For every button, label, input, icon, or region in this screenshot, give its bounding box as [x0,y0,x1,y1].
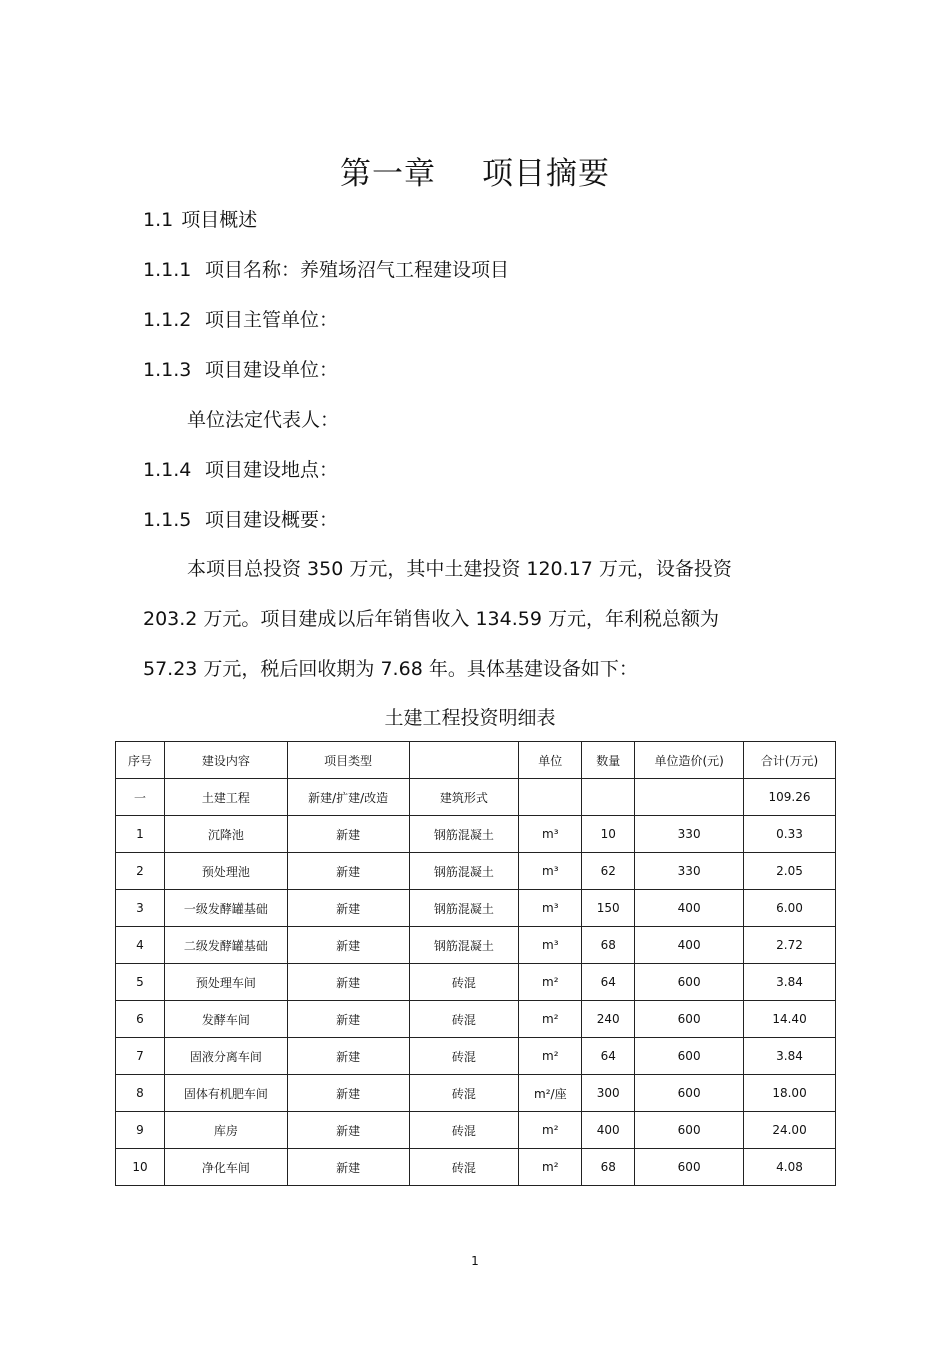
section-number: 1.1.2 [143,309,192,331]
section-text: 项目名称：养殖场沼气工程建设项目 [205,259,510,281]
table-cell: 2 [116,853,165,890]
section-1-1-4 [143,455,338,482]
header-cell: 项目类型 [287,742,409,779]
table-cell: 砖混 [409,964,519,1001]
table-cell: m²/座 [519,1075,582,1112]
header-cell: 建设内容 [164,742,287,779]
chapter-label: 第一章 [340,156,436,192]
section-1-1-3 [143,355,338,382]
table-row [116,890,836,927]
table-cell: 300 [582,1075,635,1112]
table-cell: m² [519,1112,582,1149]
table-row [116,1112,836,1149]
table-cell: 7 [116,1038,165,1075]
header-cell: 数量 [582,742,635,779]
table-cell: 4.08 [744,1149,836,1186]
table-cell: 钢筋混凝土 [409,853,519,890]
table-cell: 64 [582,964,635,1001]
table-cell: m² [519,1038,582,1075]
table-cell: 新建 [287,927,409,964]
header-cell: 合计(万元) [744,742,836,779]
summary-line-3: 57.23 万元，税后回收期为 7.68 年。具体基建设备如下： [143,658,638,680]
table-cell: 钢筋混凝土 [409,890,519,927]
table-row [116,1149,836,1186]
section-number: 1.1.4 [143,459,192,481]
table-row [116,816,836,853]
table-cell: 砖混 [409,1001,519,1038]
table-cell: 24.00 [744,1112,836,1149]
table-cell: 固体有机肥车间 [164,1075,287,1112]
table-cell: 一级发酵罐基础 [164,890,287,927]
table-cell: 二级发酵罐基础 [164,927,287,964]
chapter-title [0,148,950,193]
table-cell: 150 [582,890,635,927]
table-cell: 4 [116,927,165,964]
table-cell: 2.05 [744,853,836,890]
table-cell: 330 [635,853,744,890]
header-cell: 单位造价(元) [635,742,744,779]
section-1-1-2 [143,305,338,332]
section-text: 项目建设概要： [205,509,339,531]
table-cell: 净化车间 [164,1149,287,1186]
table-cell: 10 [116,1149,165,1186]
table-cell: 预处理池 [164,853,287,890]
table-cell: 砖混 [409,1149,519,1186]
table-cell: 0.33 [744,816,836,853]
table-title: 土建工程投资明细表 [384,707,556,729]
table-cell: 钢筋混凝土 [409,927,519,964]
table-header-row [116,742,836,779]
table-cell: 400 [635,927,744,964]
header-cell: 序号 [116,742,165,779]
section-number: 1.1.1 [143,259,192,281]
table-cell [519,779,582,816]
table-cell: 砖混 [409,1038,519,1075]
table-cell: 600 [635,1038,744,1075]
section-number: 1.1.5 [143,509,192,531]
table-cell: m² [519,1001,582,1038]
table-cell: 62 [582,853,635,890]
table-row [116,964,836,1001]
table-cell: 14.40 [744,1001,836,1038]
table-cell: 新建 [287,964,409,1001]
summary-line-1: 本项目总投资 350 万元，其中土建投资 120.17 万元，设备投资 [187,558,732,580]
table-cell: 一 [116,779,165,816]
table-cell: 新建 [287,1075,409,1112]
table-cell: 2.72 [744,927,836,964]
table-cell: 109.26 [744,779,836,816]
chapter-heading: 项目摘要 [482,156,610,192]
table-row [116,1038,836,1075]
table-cell: 64 [582,1038,635,1075]
table-cell: 新建 [287,890,409,927]
legal-representative-line [187,405,339,432]
table-cell: 600 [635,964,744,1001]
table-cell: 砖混 [409,1112,519,1149]
header-cell: 单位 [519,742,582,779]
section-1-1-5 [143,505,338,532]
table-cell: 新建 [287,1001,409,1038]
table-cell: 240 [582,1001,635,1038]
summary-line-2: 203.2 万元。项目建成以后年销售收入 134.59 万元，年利税总额为 [143,608,719,630]
table-cell: 土建工程 [164,779,287,816]
section-number: 1.1.3 [143,359,192,381]
table-cell: 6.00 [744,890,836,927]
table-cell: 600 [635,1001,744,1038]
table-cell: 3.84 [744,964,836,1001]
table-cell: 400 [635,890,744,927]
page-number: 1 [471,1254,479,1268]
table-cell: 1 [116,816,165,853]
table-cell: m³ [519,890,582,927]
table-cell: 5 [116,964,165,1001]
section-1-1 [143,205,257,232]
table-row [116,927,836,964]
table-cell: 3.84 [744,1038,836,1075]
table-cell: 68 [582,927,635,964]
table-cell: 新建 [287,816,409,853]
investment-table [115,741,836,1186]
table-cell: 钢筋混凝土 [409,816,519,853]
table-cell: 400 [582,1112,635,1149]
section-number: 1.1 [143,209,174,231]
section-text: 单位法定代表人： [187,409,340,431]
table-cell: m³ [519,853,582,890]
table-cell: 新建/扩建/改造 [287,779,409,816]
table-cell: 新建 [287,1149,409,1186]
section-text: 项目概述 [181,209,258,231]
header-cell [409,742,519,779]
section-text: 项目建设地点： [205,459,339,481]
table-cell: 发酵车间 [164,1001,287,1038]
table-cell: m² [519,1149,582,1186]
table-row [116,1001,836,1038]
section-1-1-1 [143,255,509,282]
table-cell: m² [519,964,582,1001]
table-cell [582,779,635,816]
table-cell: 18.00 [744,1075,836,1112]
section-text: 项目建设单位： [205,359,339,381]
table-cell: 600 [635,1149,744,1186]
table-row [116,1075,836,1112]
table-cell: m³ [519,816,582,853]
table-cell: 新建 [287,1038,409,1075]
table-cell: 6 [116,1001,165,1038]
table-cell: 预处理车间 [164,964,287,1001]
table-cell: 沉降池 [164,816,287,853]
table-cell: 8 [116,1075,165,1112]
table-cell: 新建 [287,853,409,890]
table-row [116,779,836,816]
table-cell: 600 [635,1075,744,1112]
table-cell: 库房 [164,1112,287,1149]
table-cell: 9 [116,1112,165,1149]
table-cell: 建筑形式 [409,779,519,816]
table-cell: 砖混 [409,1075,519,1112]
section-text: 项目主管单位： [205,309,339,331]
table-row [116,853,836,890]
table-cell [635,779,744,816]
table-cell: 600 [635,1112,744,1149]
table-cell: 新建 [287,1112,409,1149]
table-cell: 330 [635,816,744,853]
table-cell: 10 [582,816,635,853]
table-cell: 3 [116,890,165,927]
table-cell: 固液分离车间 [164,1038,287,1075]
table-cell: m³ [519,927,582,964]
table-cell: 68 [582,1149,635,1186]
